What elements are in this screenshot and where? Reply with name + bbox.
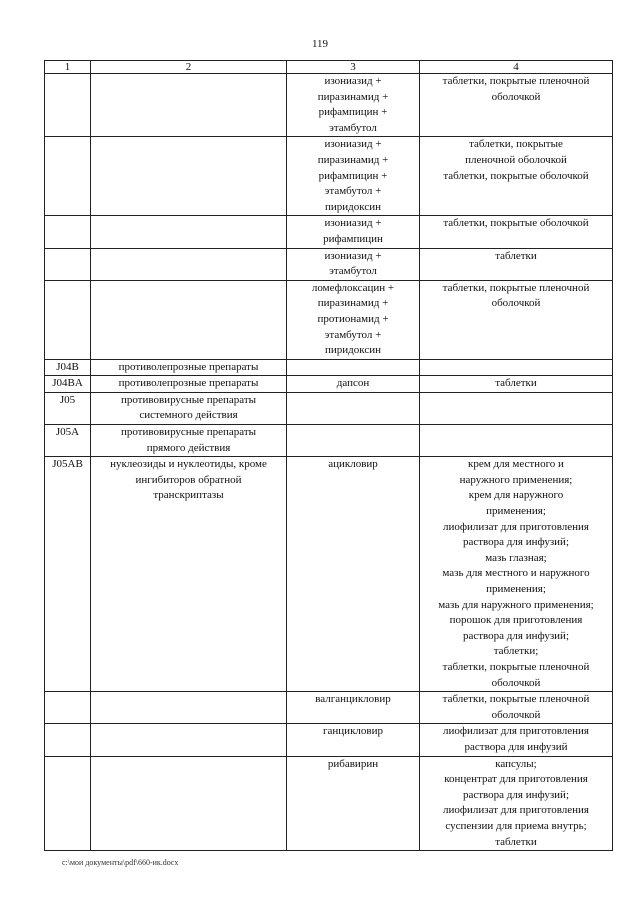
table-row: [45, 376, 613, 393]
group-name-cell: противолепрозные препараты: [91, 376, 287, 393]
table-row: [45, 457, 613, 692]
table-row: [45, 756, 613, 851]
group-name-cell: [91, 692, 287, 724]
dosage-forms-cell: таблетки, покрытые пленочной оболочкой: [420, 74, 613, 137]
file-path-footer: c:\мои документы\pdf\660-ик.docx: [62, 858, 179, 867]
header-cell-3: 3: [287, 61, 420, 74]
group-name-cell: [91, 280, 287, 359]
page-number: 119: [311, 38, 329, 50]
table-header-row: [45, 61, 613, 74]
table-row: [45, 248, 613, 280]
table-row: [45, 392, 613, 424]
drug-name-cell: изониазид + пиразинамид + рифампицин + этамбутол + пиридоксин: [287, 137, 420, 216]
drug-name-cell: рибавирин: [287, 756, 420, 851]
group-name-cell: [91, 74, 287, 137]
drug-name-cell: дапсон: [287, 376, 420, 393]
table-row: [45, 724, 613, 756]
dosage-forms-cell: таблетки, покрытые пленочной оболочкой: [420, 280, 613, 359]
dosage-forms-cell: таблетки, покрытые оболочкой: [420, 216, 613, 248]
drug-name-cell: ломефлоксацин + пиразинамид + протионамид + этамбутол + пиридоксин: [287, 280, 420, 359]
drug-name-cell: [287, 392, 420, 424]
dosage-forms-cell: [420, 359, 613, 376]
drug-name-cell: валганцикловир: [287, 692, 420, 724]
drug-name-cell: изониазид + рифампицин: [287, 216, 420, 248]
header-cell-1: 1: [45, 61, 91, 74]
dosage-forms-cell: таблетки, покрытые пленочной оболочкой таблетки, покрытые оболочкой: [420, 137, 613, 216]
drug-name-cell: изониазид + этамбутол: [287, 248, 420, 280]
atc-code-cell: [45, 216, 91, 248]
drug-name-cell: [287, 425, 420, 457]
drug-name-cell: ацикловир: [287, 457, 420, 692]
atc-code-cell: [45, 724, 91, 756]
header-cell-4: 4: [420, 61, 613, 74]
dosage-forms-cell: лиофилизат для приготовления раствора для инфузий: [420, 724, 613, 756]
atc-code-cell: [45, 756, 91, 851]
group-name-cell: нуклеозиды и нуклеотиды, кроме ингибиторов обратной транскриптазы: [91, 457, 287, 692]
drug-name-cell: изониазид + пиразинамид + рифампицин + этамбутол: [287, 74, 420, 137]
atc-code-cell: J05A: [45, 425, 91, 457]
dosage-forms-cell: таблетки: [420, 376, 613, 393]
dosage-forms-cell: таблетки, покрытые пленочной оболочкой: [420, 692, 613, 724]
group-name-cell: [91, 724, 287, 756]
atc-code-cell: J04BA: [45, 376, 91, 393]
dosage-forms-cell: таблетки: [420, 248, 613, 280]
table-row: [45, 359, 613, 376]
group-name-cell: противолепрозные препараты: [91, 359, 287, 376]
drug-name-cell: [287, 359, 420, 376]
drug-table: [44, 60, 613, 851]
table-row: [45, 216, 613, 248]
table-row: [45, 425, 613, 457]
group-name-cell: [91, 137, 287, 216]
atc-code-cell: [45, 280, 91, 359]
group-name-cell: [91, 216, 287, 248]
table-row: [45, 692, 613, 724]
header-cell-2: 2: [91, 61, 287, 74]
table-row: [45, 137, 613, 216]
group-name-cell: [91, 248, 287, 280]
atc-code-cell: [45, 74, 91, 137]
dosage-forms-cell: [420, 425, 613, 457]
table-row: [45, 74, 613, 137]
dosage-forms-cell: крем для местного и наружного применения; крем для наружного применения; лиофилизат для приготовления раствора для инфузий; мазь глазная; мазь для местного и наружного применения; мазь для наружного применения; порошок для приготовления раствора для инфузий; таблетки; таблетки, покрытые пленочной оболочкой: [420, 457, 613, 692]
atc-code-cell: [45, 692, 91, 724]
atc-code-cell: J05: [45, 392, 91, 424]
dosage-forms-cell: капсулы; концентрат для приготовления раствора для инфузий; лиофилизат для приготовления суспензии для приема внутрь; таблетки: [420, 756, 613, 851]
table-row: [45, 280, 613, 359]
group-name-cell: противовирусные препараты прямого действия: [91, 425, 287, 457]
dosage-forms-cell: [420, 392, 613, 424]
atc-code-cell: J04B: [45, 359, 91, 376]
atc-code-cell: J05AB: [45, 457, 91, 692]
drug-name-cell: ганцикловир: [287, 724, 420, 756]
atc-code-cell: [45, 248, 91, 280]
group-name-cell: противовирусные препараты системного действия: [91, 392, 287, 424]
group-name-cell: [91, 756, 287, 851]
atc-code-cell: [45, 137, 91, 216]
